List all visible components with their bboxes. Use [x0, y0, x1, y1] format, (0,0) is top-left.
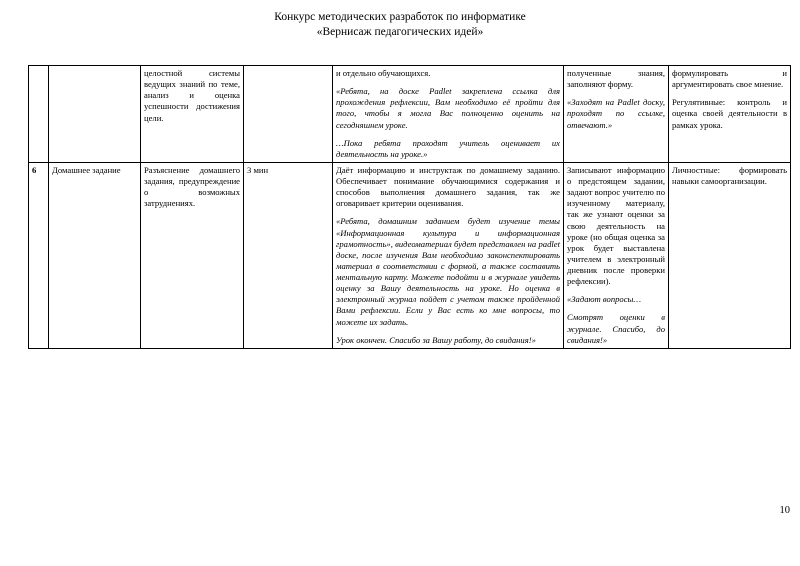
teacher-speech-paragraph: …Пока ребята проходят учитель оценивает их деятельность на уроке.»: [336, 137, 560, 159]
cell-stage-name: [49, 66, 141, 163]
student-speech-paragraph: «Задают вопросы…: [567, 294, 641, 305]
cell-row-number: [29, 66, 49, 163]
cell-duration: [244, 66, 333, 163]
uud-paragraph: Личностные: формировать навыки самоорганизации.: [672, 164, 787, 186]
table-row: [29, 66, 791, 163]
teacher-speech-paragraph: «Ребята, на доске Padlet закреплена ссылка для прохождения рефлексии, Вам необходимо её пройти для того, чтобы я могла Вас полноценно оценить на сегодняшнем уроке.: [336, 86, 560, 130]
cell-stage-goal: целостной системы ведущих знаний по теме, анализ и оценка успешности достижения цели.: [141, 66, 244, 163]
cell-student-activity: [564, 66, 669, 163]
table-row: [29, 162, 791, 348]
cell-teacher-activity: [333, 66, 564, 163]
teacher-text-paragraph: и отдельно обучающихся.: [336, 68, 431, 78]
cell-uud: [669, 162, 791, 348]
teacher-speech-paragraph: Урок окончен. Спасибо за Вашу работу, до свидания!»: [336, 334, 536, 345]
student-speech-paragraph: Смотрят оценки в журнале. Спасибо, до свидания!»: [567, 312, 665, 345]
page-title-line-1: Конкурс методических разработок по информатике: [274, 11, 526, 23]
student-text-paragraph: Записывают информацию о предстоящем задании, задают вопрос учителю по изученному материалу, так же узнают оценки за свою деятельность на уроке (но общая оценка за урок будет выставлена учителем в электронный дневник после проверки рефлексии).: [567, 164, 665, 287]
teacher-speech-paragraph: «Ребята, домашним заданием будет изучение темы «Информационная культура и информационная грамотность», видеоматериал будет представлен на padlet доске, после изучения Вам необходимо законспектировать материал в соответствии с формой, а также составить ментальную карту. Можете подойти и в журнале увидеть оценку за Вашу деятельность на уроке. Но оценка в электронный журнал пойдет с учетом также пройденной Вами рефлексии. Если у Вас есть ко мне вопросы, то можете их задать.: [336, 216, 560, 327]
uud-paragraph: Регулятивные: контроль и оценка своей деятельности в рамках урока.: [672, 97, 787, 130]
cell-student-activity: [564, 162, 669, 348]
page-title-line-2: «Вернисаж педагогических идей»: [316, 26, 484, 39]
cell-row-number: 6: [29, 162, 49, 348]
lesson-plan-table: [28, 65, 791, 349]
cell-duration: 3 мин: [244, 162, 333, 348]
cell-stage-name: Домашнее задание: [49, 162, 141, 348]
cell-teacher-activity: [333, 162, 564, 348]
cell-uud: [669, 66, 791, 163]
cell-stage-goal: Разъяснение домашнего задания, предупреждение о возможных затруднениях.: [141, 162, 244, 348]
student-speech-paragraph: «Заходят на Padlet доску, проходят по ссылке, отвечают.»: [567, 97, 665, 130]
uud-paragraph: формулировать и аргументировать свое мнение.: [672, 68, 787, 90]
teacher-text-paragraph: Даёт информацию и инструктаж по домашнему заданию. Обеспечивает понимание обучающимися содержания и способов выполнения домашнего задания, так же оговаривает критерии оценивания.: [336, 164, 560, 209]
page-title: [0, 0, 800, 40]
page-number: 10: [779, 505, 790, 516]
student-text-paragraph: полученные знания, заполняют форму.: [567, 68, 665, 90]
